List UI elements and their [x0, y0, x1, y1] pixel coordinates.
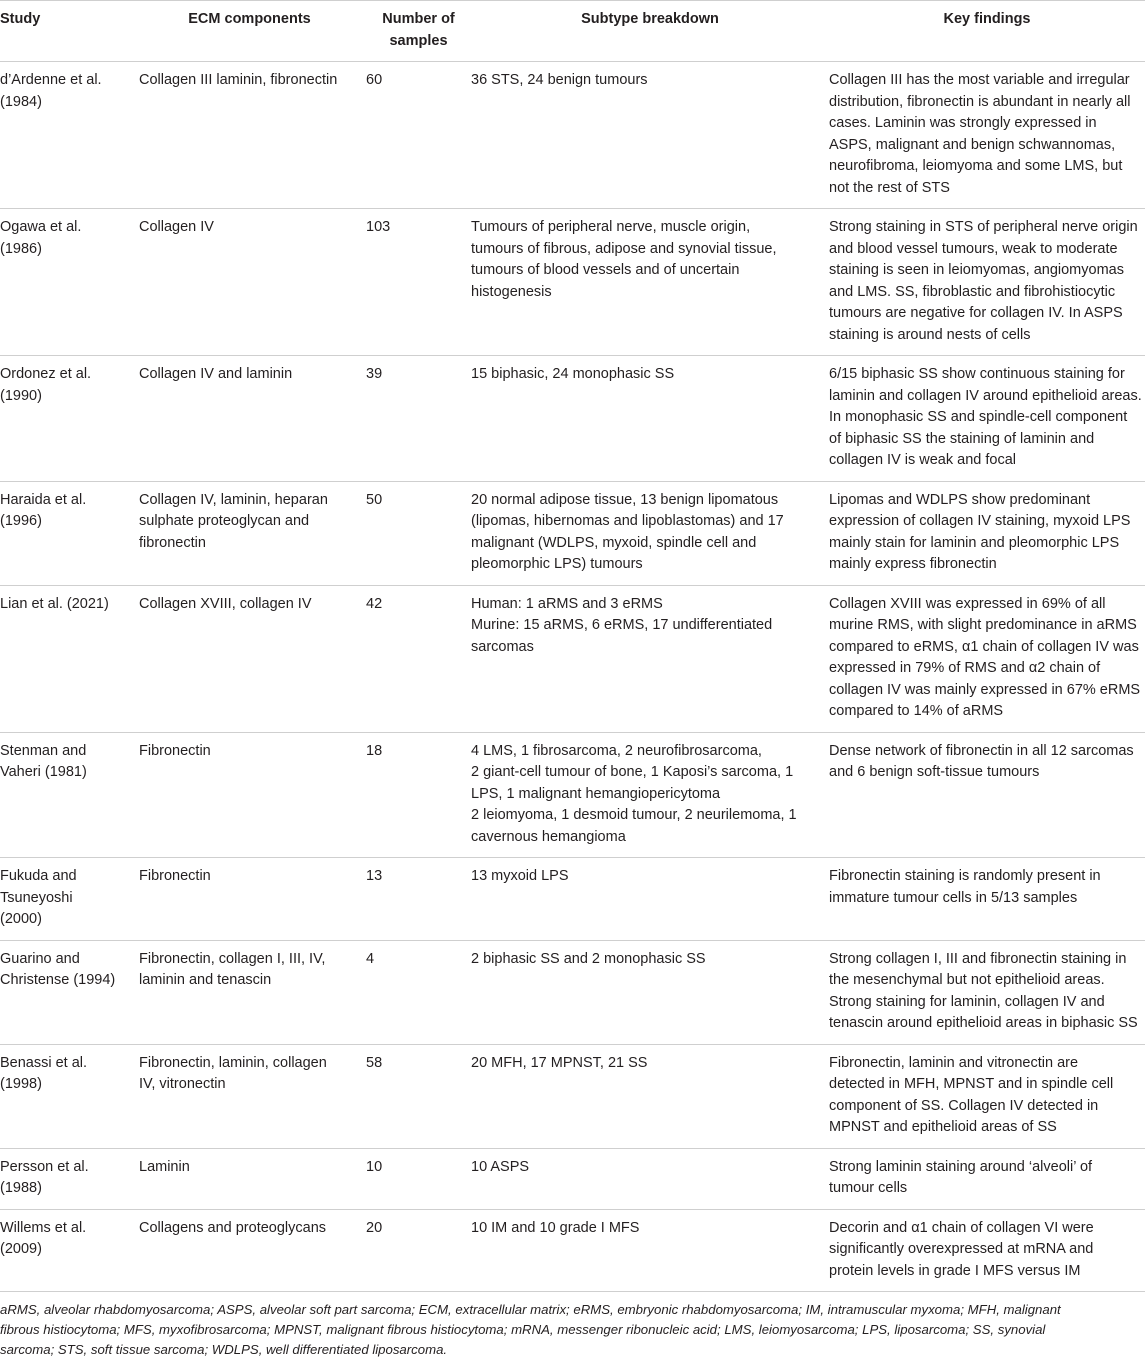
cell-subtype-breakdown	[471, 732, 829, 858]
cell-subtype-breakdown-line: LPS, 1 malignant hemangiopericytoma	[471, 785, 721, 802]
cell-subtype-breakdown-line: tumours of blood vessels and of uncertain	[471, 262, 740, 278]
cell-number-of-samples-value: 4	[366, 950, 375, 967]
cell-key-findings-line: Collagen III has the most variable and irregular	[829, 72, 1130, 88]
cell-study-line: Haraida et al.	[0, 491, 87, 508]
cell-ecm-components-line: Fibronectin, laminin, collagen	[139, 1054, 327, 1071]
footnote-line: fibrous histiocytoma; MFS, myxofibrosarcoma; MPNST, malignant fibrous histiocytoma; mRNA, messenger ribonucleic acid; LMS, leiomyosarcoma; LPS, liposarcoma; SS, synovial	[0, 1322, 1046, 1337]
table-row	[0, 940, 1145, 1044]
cell-key-findings-line: tumours are negative for collagen IV. In ASPS	[829, 305, 1123, 321]
cell-subtype-breakdown-line: histogenesis	[471, 283, 552, 300]
cell-ecm-components	[139, 858, 366, 941]
cell-number-of-samples-value: 42	[366, 595, 383, 612]
cell-key-findings-line: mainly express fibronectin	[829, 556, 997, 572]
cell-study-line: Guarino and	[0, 950, 80, 967]
cell-subtype-breakdown	[471, 481, 829, 585]
cell-key-findings-line: cases. Laminin was strongly expressed in	[829, 115, 1097, 131]
cell-study-line: Fukuda and	[0, 868, 77, 884]
cell-subtype-breakdown-line: pleomorphic LPS) tumours	[471, 556, 643, 572]
cell-study-line: Stenman and	[0, 742, 87, 759]
cell-ecm-components	[139, 732, 366, 858]
cell-number-of-samples-value: 13	[366, 868, 383, 884]
cell-key-findings	[829, 585, 1145, 732]
cell-key-findings	[829, 481, 1145, 585]
table-body	[0, 62, 1145, 1292]
cell-ecm-components	[139, 1209, 366, 1292]
cell-study-line: Christense (1994)	[0, 972, 116, 988]
cell-number-of-samples	[366, 62, 471, 209]
cell-subtype-breakdown-line: 20 MFH, 17 MPNST, 21 SS	[471, 1054, 648, 1071]
cell-key-findings-line: 6/15 biphasic SS show continuous staining for	[829, 366, 1125, 382]
cell-ecm-components-line: Collagen IV	[139, 219, 214, 235]
cell-number-of-samples-value: 39	[366, 366, 383, 382]
cell-ecm-components	[139, 481, 366, 585]
cell-study-line: Benassi et al.	[0, 1054, 88, 1071]
table-row	[0, 585, 1145, 732]
cell-key-findings-line: compared to 14% of aRMS	[829, 703, 1004, 719]
cell-subtype-breakdown-line: Murine: 15 aRMS, 6 eRMS, 17 undifferentiated	[471, 617, 773, 633]
cell-key-findings-line: distribution, fibronectin is abundant in nearly all	[829, 93, 1131, 110]
cell-ecm-components	[139, 209, 366, 356]
cell-subtype-breakdown-line: 36 STS, 24 benign tumours	[471, 72, 648, 88]
cell-key-findings-line: staining is seen in leiomyomas, angiomyomas	[829, 262, 1124, 278]
cell-study-line: (2000)	[0, 911, 42, 927]
cell-ecm-components	[139, 1044, 366, 1148]
cell-study-line: Persson et al.	[0, 1158, 89, 1175]
cell-key-findings-line: not the rest of STS	[829, 179, 950, 196]
cell-study-line: d’Ardenne et al.	[0, 72, 102, 88]
cell-study-line: (1990)	[0, 387, 42, 404]
cell-number-of-samples	[366, 1148, 471, 1209]
cell-key-findings-line: Strong collagen I, III and fibronectin staining in	[829, 950, 1127, 967]
cell-study-line: Ordonez et al.	[0, 366, 92, 382]
cell-key-findings	[829, 940, 1145, 1044]
cell-subtype-breakdown-line: 20 normal adipose tissue, 13 benign lipomatous	[471, 491, 779, 508]
table-header	[0, 1, 1145, 62]
cell-key-findings-line: Decorin and α1 chain of collagen VI were	[829, 1219, 1094, 1236]
cell-key-findings	[829, 356, 1145, 482]
cell-ecm-components	[139, 356, 366, 482]
cell-ecm-components-line: fibronectin	[139, 534, 206, 551]
cell-key-findings-line: expression of collagen IV staining, myxoid LPS	[829, 513, 1131, 529]
cell-key-findings-line: laminin and collagen IV around epithelioid areas.	[829, 387, 1142, 404]
cell-ecm-components-line: laminin and tenascin	[139, 972, 272, 988]
cell-key-findings-line: mainly stain for laminin and pleomorphic LPS	[829, 534, 1120, 551]
cell-key-findings-line: Fibronectin staining is randomly present in	[829, 868, 1101, 884]
cell-number-of-samples-value: 58	[366, 1054, 383, 1071]
cell-key-findings-line: immature tumour cells in 5/13 samples	[829, 889, 1078, 906]
cell-study	[0, 481, 139, 585]
cell-ecm-components-line: Fibronectin	[139, 742, 211, 759]
cell-key-findings	[829, 732, 1145, 858]
cell-study	[0, 209, 139, 356]
header-number-of-samples-label: Number of samples	[382, 11, 455, 49]
cell-number-of-samples	[366, 1209, 471, 1292]
cell-subtype-breakdown-line: 4 LMS, 1 fibrosarcoma, 2 neurofibrosarcoma,	[471, 742, 762, 759]
cell-ecm-components-line: Laminin	[139, 1158, 190, 1175]
cell-key-findings-line: expressed in 79% of RMS and α2 chain of	[829, 660, 1101, 676]
cell-subtype-breakdown-line: tumours of fibrous, adipose and synovial tissue,	[471, 240, 777, 257]
table-footnote	[0, 1292, 1140, 1360]
cell-key-findings-line: and blood vessel tumours, weak to moderate	[829, 240, 1118, 257]
cell-subtype-breakdown-line: 10 ASPS	[471, 1158, 530, 1175]
cell-study	[0, 62, 139, 209]
cell-key-findings-line: Strong laminin staining around ‘alveoli’ of	[829, 1158, 1093, 1175]
cell-study	[0, 585, 139, 732]
table-row	[0, 858, 1145, 941]
cell-key-findings-line: of biphasic SS the staining of laminin and	[829, 430, 1095, 447]
cell-study	[0, 732, 139, 858]
cell-ecm-components-line: Collagen IV and laminin	[139, 366, 293, 382]
cell-number-of-samples-value: 60	[366, 72, 383, 88]
cell-number-of-samples-value: 50	[366, 491, 383, 508]
cell-subtype-breakdown-line: 2 biphasic SS and 2 monophasic SS	[471, 950, 706, 967]
cell-key-findings-line: MPNST and epithelioid areas of SS	[829, 1119, 1057, 1135]
cell-key-findings	[829, 1044, 1145, 1148]
cell-subtype-breakdown	[471, 209, 829, 356]
cell-key-findings	[829, 1148, 1145, 1209]
cell-number-of-samples	[366, 585, 471, 732]
footnote-line: sarcoma; STS, soft tissue sarcoma; WDLPS, well differentiated liposarcoma.	[0, 1342, 448, 1357]
cell-study-line: (1988)	[0, 1180, 42, 1196]
cell-key-findings-line: detected in MFH, MPNST and in spindle cell	[829, 1076, 1114, 1092]
header-number-of-samples	[366, 1, 471, 62]
header-study: Study	[0, 1, 139, 62]
cell-ecm-components-line: Collagens and proteoglycans	[139, 1219, 327, 1236]
cell-ecm-components-line: sulphate proteoglycan and	[139, 513, 310, 529]
header-subtype-breakdown: Subtype breakdown	[471, 1, 829, 62]
cell-ecm-components-line: Collagen IV, laminin, heparan	[139, 491, 328, 508]
cell-key-findings-line: and 6 benign soft-tissue tumours	[829, 764, 1040, 780]
cell-key-findings-line: and LMS. SS, fibroblastic and fibrohistiocytic	[829, 283, 1116, 300]
table-row	[0, 1148, 1145, 1209]
cell-number-of-samples	[366, 732, 471, 858]
cell-key-findings-line: murine RMS, with slight predominance in aRMS	[829, 617, 1137, 633]
cell-key-findings-line: tenascin around epithelioid areas in biphasic SS	[829, 1015, 1138, 1031]
cell-study-line: (1998)	[0, 1076, 42, 1092]
cell-ecm-components-line: Collagen XVIII, collagen IV	[139, 595, 312, 612]
cell-subtype-breakdown	[471, 1044, 829, 1148]
cell-key-findings-line: Collagen XVIII was expressed in 69% of all	[829, 595, 1106, 612]
cell-number-of-samples-value: 18	[366, 742, 383, 759]
cell-key-findings-line: Lipomas and WDLPS show predominant	[829, 491, 1091, 508]
table-row	[0, 732, 1145, 858]
cell-study-line: Willems et al.	[0, 1219, 87, 1236]
cell-subtype-breakdown	[471, 858, 829, 941]
cell-number-of-samples	[366, 940, 471, 1044]
cell-ecm-components	[139, 62, 366, 209]
cell-study	[0, 1044, 139, 1148]
cell-subtype-breakdown-line: 15 biphasic, 24 monophasic SS	[471, 366, 675, 382]
cell-subtype-breakdown-line: sarcomas	[471, 638, 534, 655]
cell-number-of-samples	[366, 209, 471, 356]
table-row	[0, 209, 1145, 356]
cell-subtype-breakdown-line: 10 IM and 10 grade I MFS	[471, 1219, 640, 1236]
cell-key-findings-line: staining is around nests of cells	[829, 326, 1031, 343]
cell-number-of-samples-value: 20	[366, 1219, 383, 1236]
cell-subtype-breakdown-line: 2 leiomyoma, 1 desmoid tumour, 2 neurilemoma, 1	[471, 807, 797, 823]
cell-study-line: Vaheri (1981)	[0, 764, 87, 780]
cell-study	[0, 1148, 139, 1209]
cell-ecm-components	[139, 585, 366, 732]
cell-key-findings-line: neurofibroma, leiomyoma and some LMS, but	[829, 158, 1123, 174]
cell-key-findings	[829, 209, 1145, 356]
cell-number-of-samples	[366, 356, 471, 482]
cell-key-findings-line: Fibronectin, laminin and vitronectin are	[829, 1054, 1079, 1071]
cell-subtype-breakdown	[471, 356, 829, 482]
cell-ecm-components-line: Collagen III laminin, fibronectin	[139, 72, 338, 88]
table-row	[0, 62, 1145, 209]
cell-number-of-samples-value: 10	[366, 1158, 383, 1175]
cell-subtype-breakdown	[471, 940, 829, 1044]
cell-subtype-breakdown	[471, 1148, 829, 1209]
cell-key-findings	[829, 62, 1145, 209]
cell-key-findings-line: tumour cells	[829, 1180, 908, 1196]
cell-subtype-breakdown	[471, 585, 829, 732]
header-ecm-components: ECM components	[139, 1, 366, 62]
cell-key-findings-line: significantly overexpressed at mRNA and	[829, 1241, 1094, 1257]
table-row	[0, 1209, 1145, 1292]
cell-ecm-components	[139, 940, 366, 1044]
cell-ecm-components-line: IV, vitronectin	[139, 1076, 226, 1092]
cell-subtype-breakdown-line: 13 myxoid LPS	[471, 868, 569, 884]
cell-study-line: Ogawa et al.	[0, 219, 82, 235]
cell-ecm-components	[139, 1148, 366, 1209]
cell-ecm-components-line: Fibronectin	[139, 868, 211, 884]
cell-key-findings-line: In monophasic SS and spindle-cell component	[829, 409, 1128, 425]
cell-number-of-samples	[366, 1044, 471, 1148]
cell-study-line: (1996)	[0, 513, 42, 529]
cell-subtype-breakdown-line: malignant (WDLPS, myxoid, spindle cell and	[471, 534, 757, 551]
cell-subtype-breakdown	[471, 62, 829, 209]
cell-key-findings-line: component of SS. Collagen IV detected in	[829, 1097, 1099, 1114]
cell-ecm-components-line: Fibronectin, collagen I, III, IV,	[139, 950, 326, 967]
footnote-line: aRMS, alveolar rhabdomyosarcoma; ASPS, alveolar soft part sarcoma; ECM, extracellular matrix; eRMS, embryonic rhabdomyosarcoma; IM, intramuscular myxoma; MFH, malignant	[0, 1302, 1061, 1317]
cell-study-line: (1986)	[0, 240, 42, 257]
cell-key-findings-line: collagen IV was mainly expressed in 67% eRMS	[829, 681, 1141, 698]
table-row	[0, 356, 1145, 482]
cell-key-findings-line: the mesenchymal but not epithelioid areas.	[829, 972, 1105, 988]
cell-subtype-breakdown-line: 2 giant-cell tumour of bone, 1 Kaposi’s sarcoma, 1	[471, 764, 794, 780]
cell-subtype-breakdown	[471, 1209, 829, 1292]
cell-key-findings-line: Dense network of fibronectin in all 12 sarcomas	[829, 742, 1134, 759]
cell-key-findings-line: Strong staining for laminin, collagen IV and	[829, 993, 1105, 1010]
cell-key-findings-line: Strong staining in STS of peripheral nerve origin	[829, 219, 1138, 235]
cell-study	[0, 1209, 139, 1292]
cell-study-line: (1984)	[0, 93, 42, 110]
cell-key-findings	[829, 858, 1145, 941]
cell-number-of-samples-value: 103	[366, 219, 391, 235]
header-key-findings: Key findings	[829, 1, 1145, 62]
cell-study	[0, 940, 139, 1044]
cell-study-line: (2009)	[0, 1241, 42, 1257]
cell-subtype-breakdown-line: cavernous hemangioma	[471, 828, 626, 845]
cell-key-findings-line: protein levels in grade I MFS versus IM	[829, 1262, 1081, 1279]
cell-subtype-breakdown-line: Human: 1 aRMS and 3 eRMS	[471, 595, 663, 612]
cell-study-line: Tsuneyoshi	[0, 889, 73, 906]
cell-number-of-samples	[366, 481, 471, 585]
cell-subtype-breakdown-line: Tumours of peripheral nerve, muscle origin,	[471, 219, 751, 235]
header-row	[0, 1, 1145, 62]
table-row	[0, 1044, 1145, 1148]
cell-study	[0, 356, 139, 482]
cell-number-of-samples	[366, 858, 471, 941]
cell-key-findings-line: compared to eRMS, α1 chain of collagen IV was	[829, 638, 1139, 655]
cell-key-findings-line: ASPS, malignant and benign schwannomas,	[829, 136, 1116, 153]
cell-key-findings-line: collagen IV is weak and focal	[829, 452, 1016, 468]
cell-subtype-breakdown-line: (lipomas, hibernomas and lipoblastomas) and 17	[471, 513, 784, 529]
cell-study	[0, 858, 139, 941]
cell-study-line: Lian et al. (2021)	[0, 595, 109, 612]
table-row	[0, 481, 1145, 585]
cell-key-findings	[829, 1209, 1145, 1292]
